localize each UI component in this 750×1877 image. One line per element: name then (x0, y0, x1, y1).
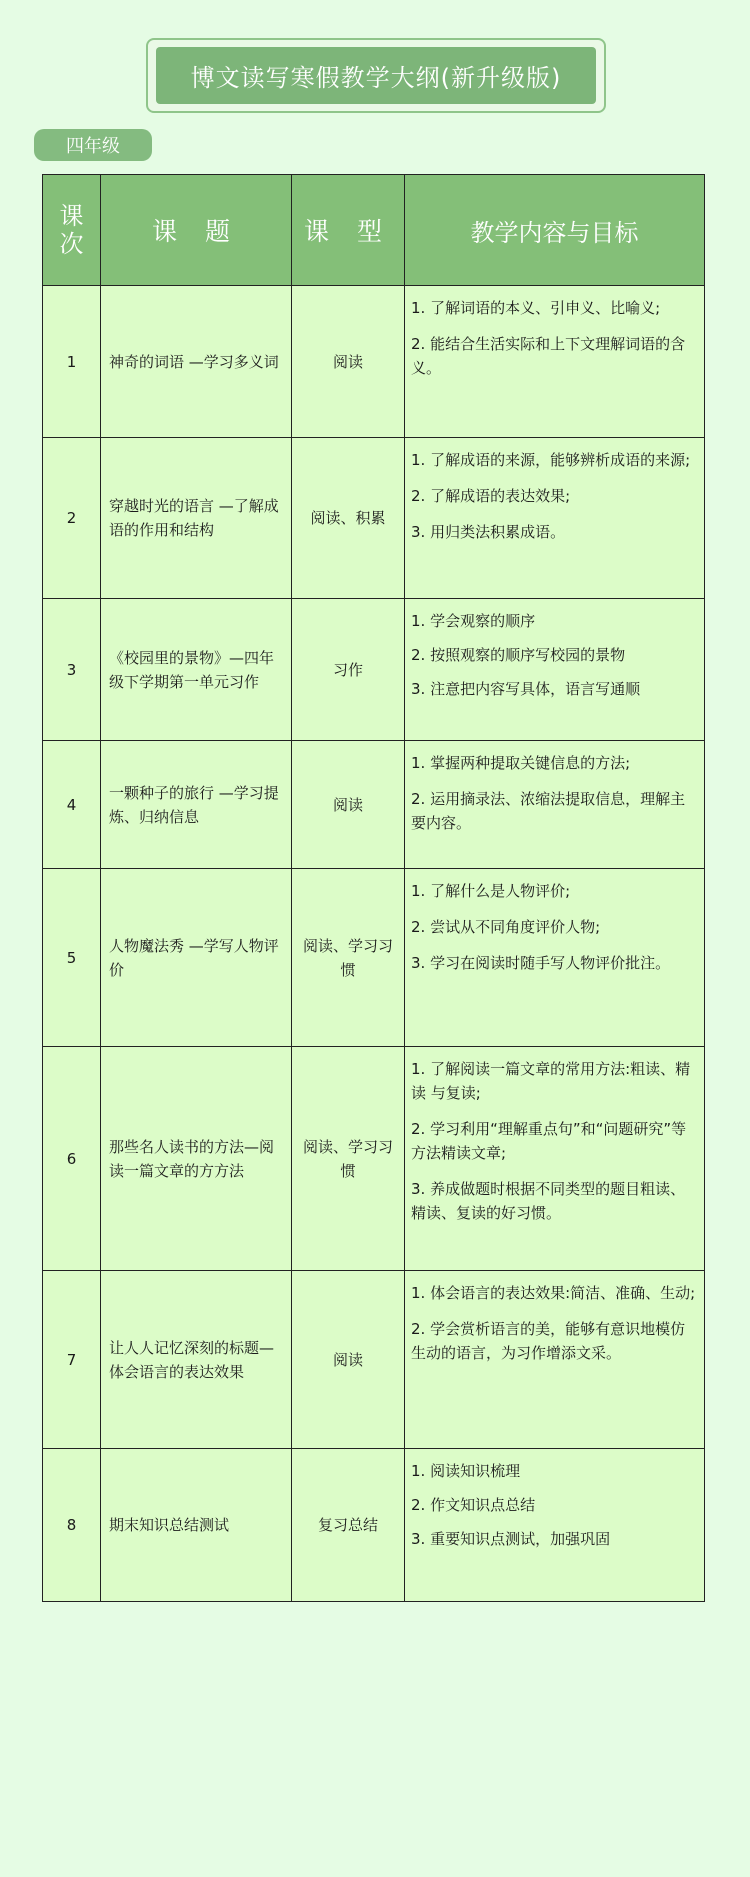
lesson-type: 阅读、学习习惯 (292, 869, 405, 1047)
lesson-type: 阅读、学习习惯 (292, 1047, 405, 1271)
lesson-type: 复习总结 (292, 1449, 405, 1602)
lesson-type: 习作 (292, 599, 405, 741)
lesson-goals (405, 438, 705, 599)
table-row (43, 1271, 705, 1449)
goal-item: 1. 了解词语的本义、引申义、比喻义; (411, 299, 661, 317)
goal-item: 3. 用归类法积累成语。 (411, 523, 566, 541)
lesson-type: 阅读 (292, 286, 405, 438)
goal-item: 1. 了解阅读一篇文章的常用方法:粗读、精读 与复读; (411, 1060, 691, 1102)
lesson-topic: 人物魔法秀 —学写人物评价 (101, 869, 292, 1047)
lesson-topic: 一颗种子的旅行 —学习提炼、归纳信息 (101, 741, 292, 869)
goal-item: 1. 体会语言的表达效果:简洁、准确、生动; (411, 1284, 696, 1302)
goal-item: 1. 了解什么是人物评价; (411, 882, 571, 900)
lesson-number: 2 (43, 438, 101, 599)
title-frame (146, 38, 606, 113)
lesson-topic: 神奇的词语 —学习多义词 (101, 286, 292, 438)
header-lesson-number-label: 课次 (59, 202, 84, 258)
lesson-goals (405, 1449, 705, 1602)
header-content: 教学内容与目标 (405, 175, 705, 286)
goal-item: 3. 养成做题时根据不同类型的题目粗读、精读、复读的好习惯。 (411, 1180, 686, 1222)
page-title: 博文读写寒假教学大纲(新升级版) (156, 47, 596, 104)
goal-item: 1. 学会观察的顺序 (411, 612, 536, 630)
table-row (43, 599, 705, 741)
lesson-number: 6 (43, 1047, 101, 1271)
syllabus-table (42, 174, 705, 1602)
lesson-number: 1 (43, 286, 101, 438)
goal-item: 1. 阅读知识梳理 (411, 1462, 521, 1480)
lesson-topic: 让人人记忆深刻的标题—体会语言的表达效果 (101, 1271, 292, 1449)
goal-item: 2. 作文知识点总结 (411, 1496, 536, 1514)
lesson-goals (405, 741, 705, 869)
lesson-number: 4 (43, 741, 101, 869)
table-row (43, 1449, 705, 1602)
goal-item: 2. 了解成语的表达效果; (411, 487, 571, 505)
table-row (43, 869, 705, 1047)
table-row (43, 741, 705, 869)
goal-item: 3. 重要知识点测试，加强巩固 (411, 1530, 611, 1548)
goal-item: 2. 学会赏析语言的美，能够有意识地模仿生动的语言，为习作增添文采。 (411, 1320, 686, 1362)
header-topic: 课 题 (101, 175, 292, 286)
table-row (43, 438, 705, 599)
goal-item: 2. 运用摘录法、浓缩法提取信息，理解主要内容。 (411, 790, 686, 832)
header-lesson-number (43, 175, 101, 286)
lesson-goals (405, 1047, 705, 1271)
header-type: 课 型 (292, 175, 405, 286)
lesson-topic: 那些名人读书的方法—阅读一篇文章的方方法 (101, 1047, 292, 1271)
lesson-goals (405, 869, 705, 1047)
lesson-number: 8 (43, 1449, 101, 1602)
goal-item: 2. 尝试从不同角度评价人物; (411, 918, 601, 936)
lesson-number: 7 (43, 1271, 101, 1449)
goal-item: 1. 掌握两种提取关键信息的方法; (411, 754, 631, 772)
lesson-number: 3 (43, 599, 101, 741)
lesson-type: 阅读 (292, 741, 405, 869)
goal-item: 2. 能结合生活实际和上下文理解词语的含义。 (411, 335, 686, 377)
lesson-goals (405, 286, 705, 438)
lesson-topic: 《校园里的景物》—四年级下学期第一单元习作 (101, 599, 292, 741)
lesson-topic: 期末知识总结测试 (101, 1449, 292, 1602)
lesson-topic: 穿越时光的语言 —了解成语的作用和结构 (101, 438, 292, 599)
goal-item: 1. 了解成语的来源，能够辨析成语的来源; (411, 451, 691, 469)
table-header-row (43, 175, 705, 286)
lesson-type: 阅读、积累 (292, 438, 405, 599)
grade-badge: 四年级 (34, 129, 152, 161)
goal-item: 2. 学习利用“理解重点句”和“问题研究”等方法精读文章; (411, 1120, 687, 1162)
lesson-type: 阅读 (292, 1271, 405, 1449)
goal-item: 3. 学习在阅读时随手写人物评价批注。 (411, 954, 671, 972)
lesson-number: 5 (43, 869, 101, 1047)
goal-item: 3. 注意把内容写具体，语言写通顺 (411, 680, 641, 698)
table-row (43, 1047, 705, 1271)
lesson-goals (405, 599, 705, 741)
lesson-goals (405, 1271, 705, 1449)
goal-item: 2. 按照观察的顺序写校园的景物 (411, 646, 626, 664)
table-row (43, 286, 705, 438)
